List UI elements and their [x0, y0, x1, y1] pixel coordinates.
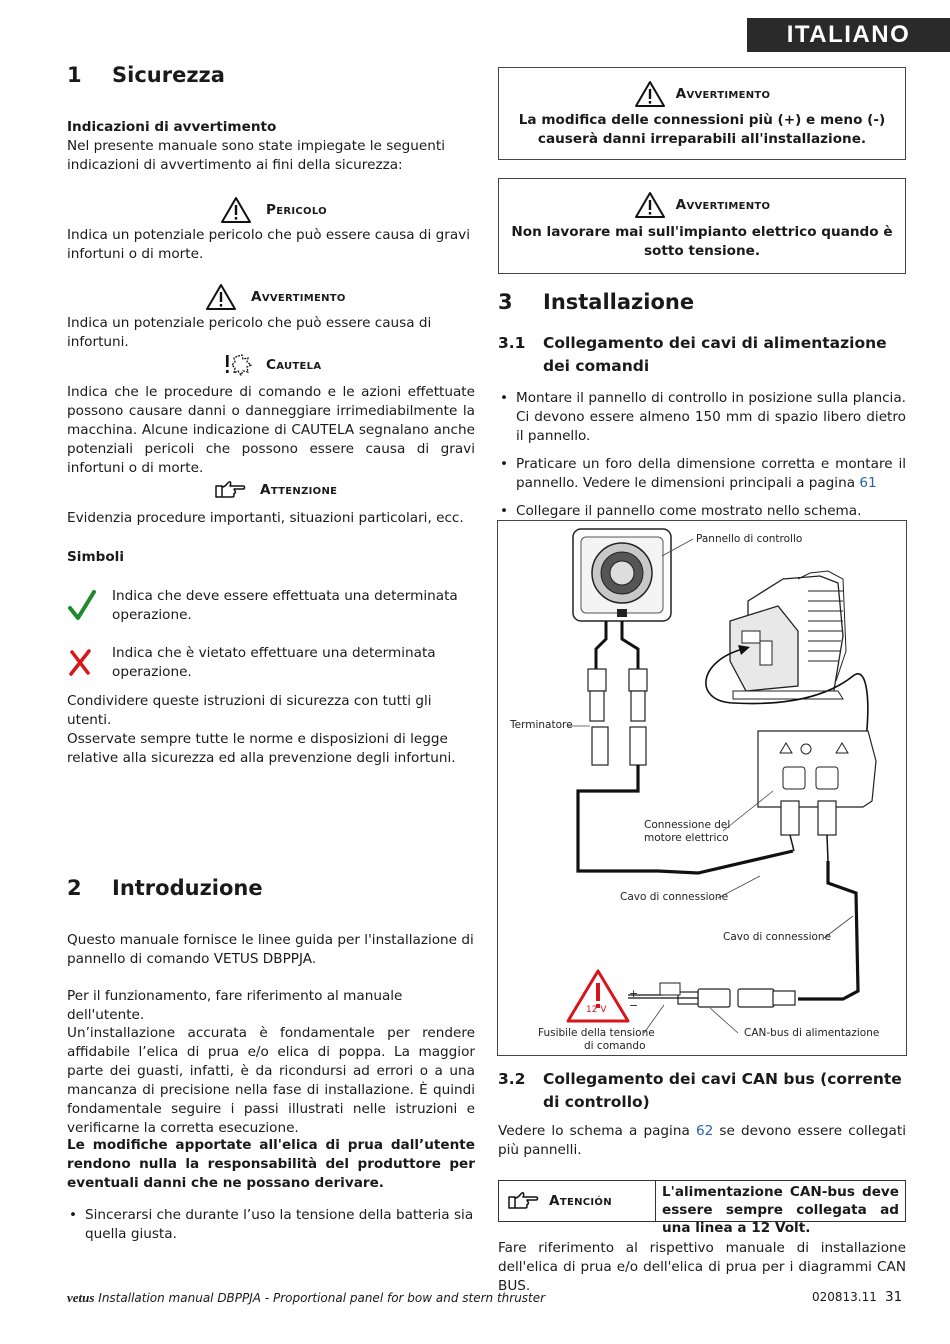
subsection-number: 3.2 — [498, 1070, 526, 1088]
warning-intro-text: Nel presente manuale sono state impiegate le seguenti indicazioni di avvertimento ai fini della sicurezza: — [67, 138, 445, 173]
list-item: • Collegare il pannello come mostrato nello schema. — [498, 502, 906, 521]
atencion-text: L'alimentazione CAN-bus deve essere sempre collegata ad una linea a 12 Volt. — [662, 1184, 899, 1236]
warning-label: Avvertimento — [675, 86, 771, 102]
fuse-label-1: Fusibile della tensione — [538, 1027, 655, 1039]
canbus-label: CAN-bus di alimentazione — [744, 1027, 880, 1039]
intro-bullets — [67, 1206, 475, 1253]
page-link-62[interactable]: 62 — [695, 1123, 714, 1139]
pericolo-label: Pericolo — [266, 202, 327, 218]
warning-text: La modifica delle connessioni più (+) e meno (-) causerà danni irreparabili all'installazione. — [518, 112, 886, 147]
fuse-label-2: di comando — [584, 1040, 646, 1052]
footer-code: 020813.11 — [812, 1290, 877, 1304]
motor-connection-label-2: motore elettrico — [644, 832, 729, 844]
connection-cable-label-1: Cavo di connessione — [620, 891, 729, 903]
language-tab: ITALIANO — [747, 18, 950, 52]
canbus-text-b: se devono essere collegati più pannelli. — [498, 1123, 906, 1158]
section-number: 3 — [498, 290, 513, 314]
minus-sign: − — [629, 999, 639, 1012]
cautela-label: Cautela — [266, 357, 322, 373]
list-item — [498, 455, 906, 493]
cross-icon — [67, 648, 93, 680]
atencion-label: Atención — [549, 1193, 612, 1209]
terminator-label: Terminatore — [510, 719, 573, 731]
avvertimento-text: Indica un potenziale pericolo che può essere causa di infortuni. — [67, 315, 432, 350]
plus-sign: + — [629, 987, 639, 1000]
footer-doc-title: Installation manual DBPPJA - Proportional panel for bow and stern thruster — [98, 1291, 546, 1305]
machine-damage-icon — [224, 352, 254, 378]
control-panel-drawing — [573, 529, 671, 621]
pericolo-heading — [220, 196, 327, 224]
vetus-logo: vetus — [67, 1290, 95, 1305]
connection-cable-label-2: Cavo di connessione — [723, 931, 832, 943]
page-link-61[interactable]: 61 — [859, 475, 877, 491]
section-3-heading — [498, 290, 694, 314]
warning-triangle-icon — [634, 80, 666, 108]
voltage-label: 12 V — [586, 1005, 607, 1015]
wiring-diagram — [497, 520, 907, 1056]
symbols-heading: Simboli — [67, 549, 125, 565]
warning-box-1 — [498, 67, 906, 160]
motor-connection-label-1: Connessione del — [644, 819, 731, 831]
section-number: 1 — [67, 63, 82, 87]
section-1-heading — [67, 63, 225, 87]
atencion-label-cell — [499, 1181, 656, 1221]
subsection-3-2-heading — [498, 1068, 906, 1114]
pointing-hand-icon — [214, 480, 246, 500]
avvertimento-label: Avvertimento — [251, 289, 346, 305]
section-2-heading — [67, 876, 263, 900]
canbus-text-a: Vedere lo schema a pagina — [498, 1123, 696, 1139]
thruster-motor-drawing — [730, 571, 846, 699]
warning-indications-subheading: Indicazioni di avvertimento — [67, 119, 277, 135]
symbol-ok-text: Indica che deve essere effettuata una determinata operazione. — [112, 588, 458, 623]
intro-p1: Questo manuale fornisce le linee guida per l'installazione di pannello di comando VETUS DBPPJA. — [67, 932, 474, 967]
pointing-hand-icon — [507, 1191, 539, 1211]
check-icon — [67, 590, 97, 626]
symbol-no-text: Indica che è vietato effettuare una determinata operazione. — [112, 645, 436, 680]
pericolo-text: Indica un potenziale pericolo che può essere causa di gravi infortuni o di morte. — [67, 227, 471, 262]
atencion-table — [498, 1180, 906, 1236]
attenzione-label: Attenzione — [260, 482, 338, 498]
cautela-text: Indica che le procedure di comando e le azioni effettuate possono causare danni o danneggiare irrimediabilmente la macchina. Alcune indicazione di CAUTELA segnalano anche potenziali pericoli che possono essere causa di gravi infortuni o di morte. — [67, 384, 475, 476]
wiring-diagram-drawing — [498, 521, 906, 1055]
attenzione-heading — [214, 480, 337, 500]
section-title: Introduzione — [112, 876, 263, 900]
attenzione-text: Evidenzia procedure importanti, situazioni particolari, ecc. — [67, 510, 464, 526]
subsection-title: Collegamento dei cavi CAN bus (corrente di controllo) — [543, 1070, 902, 1111]
footer-doc — [67, 1290, 545, 1306]
page-number: 31 — [885, 1289, 903, 1305]
list-item: • Sincerarsi che durante l’uso la tensione della batteria sia quella giusta. — [67, 1206, 475, 1244]
intro-p2: Per il funzionamento, fare riferimento al manuale dell'utente. — [67, 988, 403, 1023]
share-text: Condividere queste istruzioni di sicurezza con tutti gli utenti. — [67, 693, 432, 728]
panel-label: Pannello di controllo — [696, 533, 803, 545]
installation-bullets — [498, 389, 906, 530]
final-paragraph: Fare riferimento al rispettivo manuale di installazione dell'elica di prua e/o dell'elica di prua per i diagrammi CAN BUS. — [498, 1240, 906, 1294]
observe-text: Osservate sempre tutte le norme e disposizioni di legge relative alla sicurezza ed alla prevenzione degli infortuni. — [67, 731, 456, 766]
intro-p4: Le modifiche apportate all'elica di prua dall’utente rendono nulla la responsabilità del produttore per eventuali danni che ne possano derivare. — [67, 1137, 475, 1191]
canbus-paragraph — [498, 1122, 906, 1160]
warning-triangle-icon — [634, 191, 666, 219]
warning-triangle-icon — [205, 283, 237, 311]
intro-p3: Un’installazione accurata è fondamentale per rendere affidabile l’elica di prua e/o elica di poppa. La maggior parte dei guasti, infatti, è da ricondursi ad errori o a una mancanza di precisione nella fase di installazione. È quindi fondamentale seguire i passi illustrati nelle istruzioni e verificarne la corretta esecuzione. — [67, 1025, 475, 1136]
subsection-number: 3.1 — [498, 334, 526, 352]
section-title: Sicurezza — [112, 63, 225, 87]
avvertimento-heading — [205, 283, 346, 311]
warning-text: Non lavorare mai sull'impianto elettrico quando è sotto tensione. — [511, 224, 893, 259]
section-number: 2 — [67, 876, 82, 900]
section-title: Installazione — [543, 290, 695, 314]
warning-box-2 — [498, 178, 906, 274]
list-item-text: Praticare un foro della dimensione corretta e montare il pannello. Vedere le dimensioni principali a pagina — [516, 456, 906, 491]
subsection-3-1-heading — [498, 332, 906, 378]
list-item: • Montare il pannello di controllo in posizione sulla plancia. Ci devono essere almeno 150 mm di spazio libero dietro il pannello. — [498, 389, 906, 446]
cautela-heading — [224, 352, 321, 378]
warning-triangle-icon — [220, 196, 252, 224]
subsection-title: Collegamento dei cavi di alimentazione dei comandi — [543, 334, 887, 375]
warning-label: Avvertimento — [675, 197, 771, 213]
